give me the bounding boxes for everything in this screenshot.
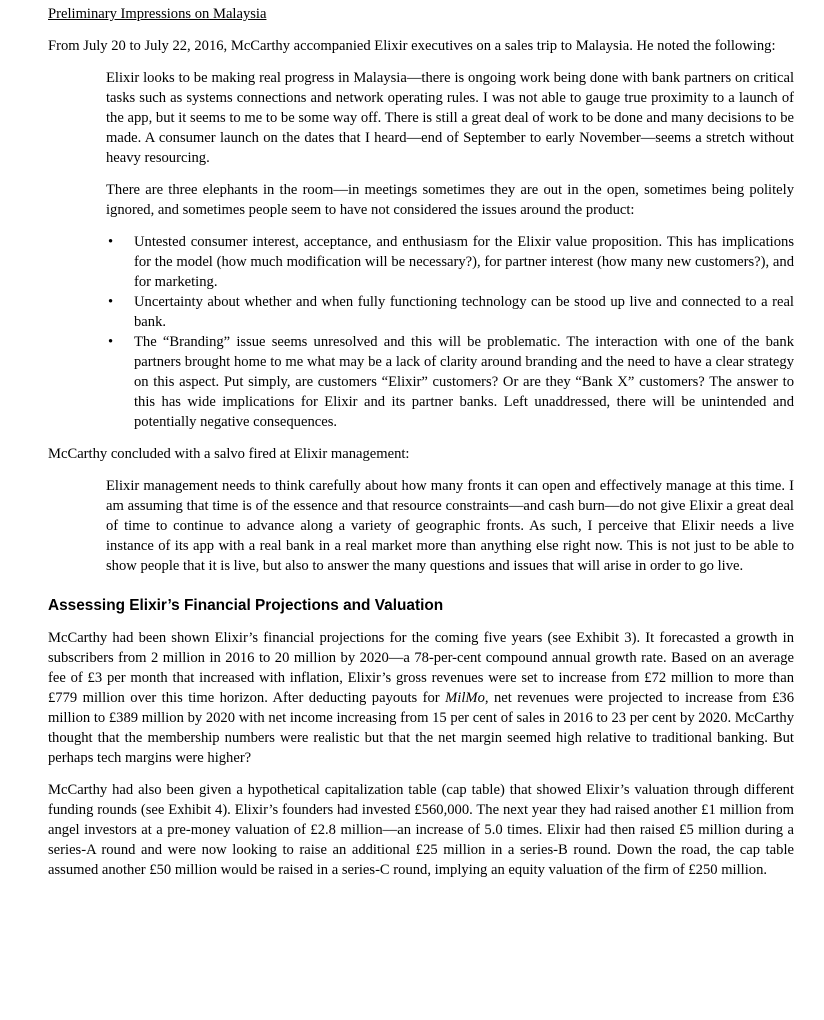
- financial-projections-paragraph: McCarthy had been shown Elixir’s financial projections for the coming five years (see Exhibit 3). It forecasted a growth in subscribers from 2 million in 2016 to 20 million by 2020—a 78-per-cent compound annual growth rate. Based on an average fee of £3 per month that increased with inflation, Elixir’s gross revenues were set to increase from £72 million to more than £779 million over this time horizon. After deducting payouts for MilMo, net revenues were projected to increase from £36 million to £389 million by 2020 with net income increasing from 15 per cent of sales in 2016 to 23 per cent by 2020. McCarthy thought that the membership numbers were realistic but that the net margin seemed high relative to traditional banking. But perhaps tech margins were higher?: [48, 630, 794, 766]
- section-subheading-malaysia: Preliminary Impressions on Malaysia: [48, 6, 267, 22]
- intro-paragraph: From July 20 to July 22, 2016, McCarthy accompanied Elixir executives on a sales trip to Malaysia. He noted the following:: [48, 38, 776, 54]
- block-quote-malaysia: [106, 68, 794, 432]
- elephants-bullet-list: [106, 232, 794, 432]
- quote-paragraph-elephants: There are three elephants in the room—in meetings sometimes they are out in the open, sometimes being politely ignored, and sometimes people seem to have not considered the issues around the product:: [106, 182, 794, 218]
- quote-paragraph-management: Elixir management needs to think carefully about how many fronts it can open and effectively manage at this time. I am assuming that time is of the essence and that resource constraints—and cash burn—do not give Elixir a great deal of time to continue to advance along a variety of geographic fronts. As such, I perceive that Elixir needs a live instance of its app with a real bank in a real market more than anything else right now. This is not just to be able to show people that it is live, but also to answer the many questions and issues that will arise in order to go live.: [106, 478, 794, 574]
- bullet-dot-icon: •: [108, 334, 114, 350]
- bullet-dot-icon: •: [108, 294, 114, 310]
- document-page: [48, 4, 794, 892]
- conclusion-intro-paragraph: McCarthy concluded with a salvo fired at Elixir management:: [48, 446, 410, 462]
- quote-paragraph-progress: Elixir looks to be making real progress in Malaysia—there is ongoing work being done with bank partners on critical tasks such as systems connections and network operating rules. I was not able to gauge true proximity to a launch of the app, but it seems to me to be some way off. There is still a great deal of work to be done and many decisions to be made. A consumer launch on the dates that I heard—end of September to early November—seems a stretch without heavy resourcing.: [106, 70, 794, 166]
- block-quote-management: [106, 476, 794, 576]
- bullet-item: • Untested consumer interest, acceptance, and enthusiasm for the Elixir value proposition. This has implications for the model (how much modification will be necessary?), for partner interest (how many new customers?), and for marketing.: [108, 234, 794, 290]
- bullet-dot-icon: •: [108, 234, 114, 250]
- cap-table-paragraph: McCarthy had also been given a hypothetical capitalization table (cap table) that showed Elixir’s valuation through different funding rounds (see Exhibit 4). Elixir’s founders had invested £560,000. The next year they had raised another £1 million from angel investors at a pre-money valuation of £2.8 million—an increase of 5.0 times. Elixir had then raised £5 million during a series-A round and were now looking to raise an additional £25 million in a series-B round. Down the road, the cap table assumed another £50 million would be raised in a series-C round, implying an equity valuation of the firm of £250 million.: [48, 782, 794, 878]
- bullet-item: • The “Branding” issue seems unresolved and this will be problematic. The interaction with one of the bank partners brought home to me what may be a lack of clarity around branding and the need to have a clear strategy on this aspect. Put simply, are customers “Elixir” customers? Or are they “Bank X” customers? The answer to this has wide implications for Elixir and its partner banks. Left unaddressed, there will be unintended and potentially negative consequences.: [108, 334, 794, 430]
- bullet-item: • Uncertainty about whether and when fully functioning technology can be stood up live and connected to a real bank.: [108, 294, 794, 330]
- section-heading-financials: Assessing Elixir’s Financial Projections and Valuation: [48, 597, 444, 614]
